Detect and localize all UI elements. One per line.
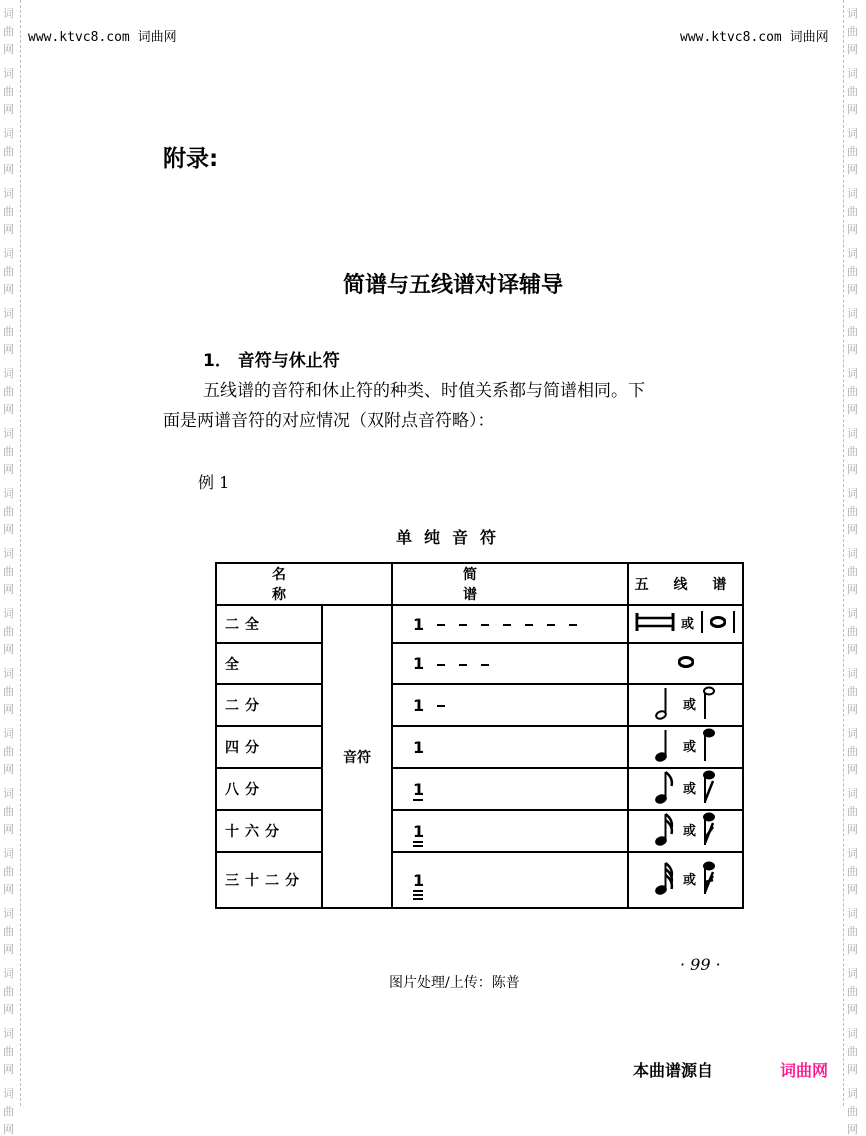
note-table bbox=[215, 562, 744, 909]
watermark-char: 曲 bbox=[847, 625, 858, 638]
staff-cell bbox=[628, 726, 743, 768]
dash-mark bbox=[569, 624, 577, 626]
table-row bbox=[216, 726, 743, 768]
table-row bbox=[216, 852, 743, 908]
note-name: 三十二分 bbox=[216, 852, 322, 908]
watermark-char: 曲 bbox=[3, 565, 14, 578]
watermark-char: 网 bbox=[3, 883, 14, 896]
category-label: 音符 bbox=[322, 605, 392, 908]
table-row bbox=[216, 768, 743, 810]
watermark-char: 曲 bbox=[847, 865, 858, 878]
staff-cell bbox=[628, 768, 743, 810]
watermark-strip-right bbox=[843, 0, 864, 1136]
watermark-char: 词 bbox=[847, 907, 858, 920]
watermark-char: 词 bbox=[3, 607, 14, 620]
watermark-char: 网 bbox=[847, 583, 858, 596]
watermark-char: 曲 bbox=[3, 1045, 14, 1058]
underline-mark bbox=[413, 841, 423, 843]
header-site-name: 词曲网 bbox=[137, 30, 177, 45]
jianpu-digit: 1 bbox=[413, 870, 425, 890]
jianpu-number bbox=[413, 615, 423, 634]
header-right bbox=[680, 26, 829, 45]
watermark-char: 词 bbox=[3, 1027, 14, 1040]
watermark-char: 网 bbox=[3, 523, 14, 536]
watermark-char: 网 bbox=[847, 43, 858, 56]
watermark-char: 词 bbox=[847, 7, 858, 20]
watermark-char: 网 bbox=[847, 643, 858, 656]
watermark-char: 网 bbox=[3, 703, 14, 716]
or-label: 或 bbox=[682, 823, 696, 839]
watermark-char: 曲 bbox=[3, 505, 14, 518]
watermark-char: 词 bbox=[847, 787, 858, 800]
watermark-char: 网 bbox=[3, 943, 14, 956]
watermark-char: 曲 bbox=[847, 145, 858, 158]
jianpu-number bbox=[413, 696, 423, 715]
watermark-char: 词 bbox=[847, 307, 858, 320]
watermark-char: 词 bbox=[847, 727, 858, 740]
watermark-char: 曲 bbox=[3, 625, 14, 638]
jianpu-digit: 1 bbox=[413, 614, 425, 634]
jianpu-cell bbox=[392, 684, 628, 726]
watermark-char: 曲 bbox=[847, 985, 858, 998]
dash-mark bbox=[503, 624, 511, 626]
paragraph bbox=[163, 376, 753, 436]
watermark-char: 词 bbox=[3, 307, 14, 320]
watermark-char: 曲 bbox=[3, 925, 14, 938]
watermark-char: 曲 bbox=[3, 865, 14, 878]
header-staff: 五 线 谱 bbox=[628, 563, 743, 605]
watermark-char: 词 bbox=[3, 127, 14, 140]
dash-mark bbox=[481, 664, 489, 666]
watermark-char: 网 bbox=[3, 43, 14, 56]
watermark-char: 曲 bbox=[847, 745, 858, 758]
dash-mark bbox=[459, 624, 467, 626]
or-label: 或 bbox=[682, 697, 696, 713]
watermark-char: 网 bbox=[3, 283, 14, 296]
quarter-note-icon bbox=[655, 727, 716, 763]
watermark-char: 网 bbox=[847, 343, 858, 356]
watermark-char: 网 bbox=[847, 463, 858, 476]
watermark-char: 词 bbox=[3, 7, 14, 20]
page-title: 简谱与五线谱对译辅导 bbox=[343, 273, 564, 298]
watermark-char: 网 bbox=[847, 943, 858, 956]
example-label: 例 1 bbox=[198, 473, 230, 492]
section-heading: 1． 音符与休止符 bbox=[203, 351, 340, 371]
paragraph-line: 面是两谱音符的对应情况（双附点音符略）： bbox=[163, 411, 495, 431]
watermark-char: 曲 bbox=[847, 805, 858, 818]
watermark-char: 曲 bbox=[847, 565, 858, 578]
watermark-char: 曲 bbox=[847, 445, 858, 458]
source-label: 本曲谱源自 bbox=[633, 1061, 714, 1080]
header-url[interactable]: www.ktvc8.com bbox=[28, 30, 130, 45]
table-header-row bbox=[216, 563, 743, 605]
page-number: · 99 · bbox=[680, 955, 721, 974]
watermark-char: 词 bbox=[847, 187, 858, 200]
watermark-char: 网 bbox=[3, 163, 14, 176]
watermark-char: 曲 bbox=[3, 145, 14, 158]
double-whole-note-icon bbox=[635, 611, 736, 633]
staff-cell bbox=[628, 852, 743, 908]
underline-mark bbox=[413, 890, 423, 892]
watermark-char: 词 bbox=[847, 1087, 858, 1100]
watermark-char: 网 bbox=[3, 1123, 14, 1136]
watermark-char: 曲 bbox=[3, 685, 14, 698]
table-caption: 单纯音符 bbox=[396, 528, 509, 547]
watermark-char: 曲 bbox=[3, 805, 14, 818]
watermark-char: 曲 bbox=[847, 325, 858, 338]
watermark-char: 网 bbox=[3, 463, 14, 476]
watermark-char: 词 bbox=[3, 487, 14, 500]
watermark-char: 网 bbox=[3, 343, 14, 356]
note-name: 全 bbox=[216, 643, 322, 684]
watermark-char: 网 bbox=[847, 163, 858, 176]
watermark-char: 网 bbox=[847, 223, 858, 236]
watermark-char: 曲 bbox=[847, 1045, 858, 1058]
dash-mark bbox=[459, 664, 467, 666]
watermark-char: 词 bbox=[847, 967, 858, 980]
watermark-char: 词 bbox=[3, 847, 14, 860]
watermark-char: 网 bbox=[3, 823, 14, 836]
jianpu-cell bbox=[392, 768, 628, 810]
underline-mark bbox=[413, 845, 423, 847]
jianpu-cell bbox=[392, 726, 628, 768]
watermark-char: 词 bbox=[847, 607, 858, 620]
watermark-char: 词 bbox=[3, 727, 14, 740]
or-label: 或 bbox=[680, 616, 694, 632]
watermark-char: 网 bbox=[3, 643, 14, 656]
jianpu-digit: 1 bbox=[413, 737, 425, 757]
watermark-char: 网 bbox=[3, 103, 14, 116]
jianpu-cell bbox=[392, 605, 628, 643]
watermark-char: 词 bbox=[3, 427, 14, 440]
dash-mark bbox=[525, 624, 533, 626]
jianpu-number bbox=[413, 738, 423, 757]
appendix-label: 附录: bbox=[163, 146, 219, 172]
jianpu-number bbox=[413, 780, 423, 799]
watermark-char: 曲 bbox=[847, 685, 858, 698]
watermark-char: 曲 bbox=[847, 25, 858, 38]
watermark-char: 词 bbox=[847, 367, 858, 380]
watermark-char: 词 bbox=[3, 247, 14, 260]
note-name: 十六分 bbox=[216, 810, 322, 852]
watermark-char: 曲 bbox=[847, 385, 858, 398]
watermark-char: 曲 bbox=[3, 1105, 14, 1118]
paragraph-line: 五线谱的音符和休止符的种类、时值关系都与简谱相同。下 bbox=[203, 381, 645, 401]
watermark-char: 网 bbox=[847, 1003, 858, 1016]
table-row bbox=[216, 810, 743, 852]
watermark-char: 词 bbox=[3, 907, 14, 920]
dash-mark bbox=[437, 664, 445, 666]
watermark-char: 词 bbox=[847, 487, 858, 500]
watermark-char: 曲 bbox=[3, 445, 14, 458]
staff-cell bbox=[628, 643, 743, 684]
dash-mark bbox=[437, 624, 445, 626]
credit: 图片处理/上传：陈普 bbox=[389, 975, 520, 991]
underline-mark bbox=[413, 799, 423, 801]
watermark-char: 曲 bbox=[3, 25, 14, 38]
header-jianpu: 简 谱 bbox=[392, 563, 628, 605]
watermark-char: 网 bbox=[847, 283, 858, 296]
watermark-char: 网 bbox=[3, 403, 14, 416]
watermark-char: 曲 bbox=[847, 205, 858, 218]
dash-mark bbox=[547, 624, 555, 626]
watermark-strip-left bbox=[0, 0, 21, 1136]
watermark-char: 词 bbox=[847, 427, 858, 440]
thirty-second-note-icon bbox=[655, 860, 716, 896]
jianpu-digit: 1 bbox=[413, 779, 425, 799]
underline-mark bbox=[413, 898, 423, 900]
jianpu-cell bbox=[392, 852, 628, 908]
underline-mark bbox=[413, 894, 423, 896]
watermark-char: 网 bbox=[847, 103, 858, 116]
table-row bbox=[216, 684, 743, 726]
or-label: 或 bbox=[682, 781, 696, 797]
watermark-char: 曲 bbox=[3, 745, 14, 758]
watermark-char: 曲 bbox=[847, 265, 858, 278]
whole-note-icon bbox=[678, 656, 694, 668]
watermark-char: 词 bbox=[847, 247, 858, 260]
watermark-char: 词 bbox=[3, 787, 14, 800]
watermark-char: 词 bbox=[847, 667, 858, 680]
watermark-char: 词 bbox=[847, 547, 858, 560]
jianpu-digit: 1 bbox=[413, 821, 425, 841]
jianpu-number bbox=[413, 822, 423, 841]
watermark-char: 曲 bbox=[3, 85, 14, 98]
watermark-char: 网 bbox=[847, 763, 858, 776]
watermark-char: 网 bbox=[3, 583, 14, 596]
watermark-char: 曲 bbox=[3, 385, 14, 398]
source-site[interactable]: 词曲网 bbox=[780, 1061, 829, 1080]
jianpu-number bbox=[413, 654, 423, 673]
staff-cell bbox=[628, 684, 743, 726]
note-name: 二全 bbox=[216, 605, 322, 643]
header-url[interactable]: www.ktvc8.com bbox=[680, 30, 782, 45]
watermark-char: 网 bbox=[847, 883, 858, 896]
watermark-char: 网 bbox=[847, 823, 858, 836]
header-site-name: 词曲网 bbox=[789, 30, 829, 45]
note-name: 二分 bbox=[216, 684, 322, 726]
watermark-char: 词 bbox=[847, 67, 858, 80]
watermark-char: 网 bbox=[847, 703, 858, 716]
watermark-char: 曲 bbox=[3, 205, 14, 218]
watermark-char: 词 bbox=[3, 967, 14, 980]
watermark-char: 词 bbox=[3, 187, 14, 200]
dash-mark bbox=[437, 705, 445, 707]
watermark-char: 网 bbox=[847, 523, 858, 536]
watermark-char: 网 bbox=[3, 1003, 14, 1016]
watermark-char: 曲 bbox=[847, 505, 858, 518]
watermark-char: 词 bbox=[3, 1087, 14, 1100]
jianpu-cell bbox=[392, 810, 628, 852]
header-left bbox=[28, 26, 177, 45]
staff-cell bbox=[628, 605, 743, 643]
watermark-char: 词 bbox=[3, 367, 14, 380]
note-name: 四分 bbox=[216, 726, 322, 768]
or-label: 或 bbox=[682, 739, 696, 755]
jianpu-cell bbox=[392, 643, 628, 684]
jianpu-number bbox=[413, 871, 423, 890]
watermark-char: 网 bbox=[3, 1063, 14, 1076]
header-name: 名 称 bbox=[216, 563, 392, 605]
note-name: 八分 bbox=[216, 768, 322, 810]
watermark-char: 曲 bbox=[3, 325, 14, 338]
dash-mark bbox=[481, 624, 489, 626]
watermark-char: 曲 bbox=[847, 1105, 858, 1118]
watermark-char: 词 bbox=[3, 547, 14, 560]
half-note-icon bbox=[655, 685, 716, 721]
watermark-char: 网 bbox=[847, 1063, 858, 1076]
table-row bbox=[216, 643, 743, 684]
watermark-char: 曲 bbox=[847, 85, 858, 98]
jianpu-digit: 1 bbox=[413, 695, 425, 715]
jianpu-digit: 1 bbox=[413, 654, 425, 673]
watermark-char: 曲 bbox=[3, 265, 14, 278]
watermark-char: 网 bbox=[3, 223, 14, 236]
or-label: 或 bbox=[682, 872, 696, 888]
eighth-note-icon bbox=[655, 769, 716, 805]
watermark-char: 词 bbox=[3, 667, 14, 680]
watermark-char: 网 bbox=[847, 403, 858, 416]
watermark-char: 曲 bbox=[847, 925, 858, 938]
watermark-char: 曲 bbox=[3, 985, 14, 998]
staff-cell bbox=[628, 810, 743, 852]
sixteenth-note-icon bbox=[655, 811, 716, 847]
watermark-char: 词 bbox=[847, 127, 858, 140]
watermark-char: 词 bbox=[847, 1027, 858, 1040]
watermark-char: 词 bbox=[847, 847, 858, 860]
table-row bbox=[216, 605, 743, 643]
watermark-char: 词 bbox=[3, 67, 14, 80]
watermark-char: 网 bbox=[3, 763, 14, 776]
watermark-char: 网 bbox=[847, 1123, 858, 1136]
